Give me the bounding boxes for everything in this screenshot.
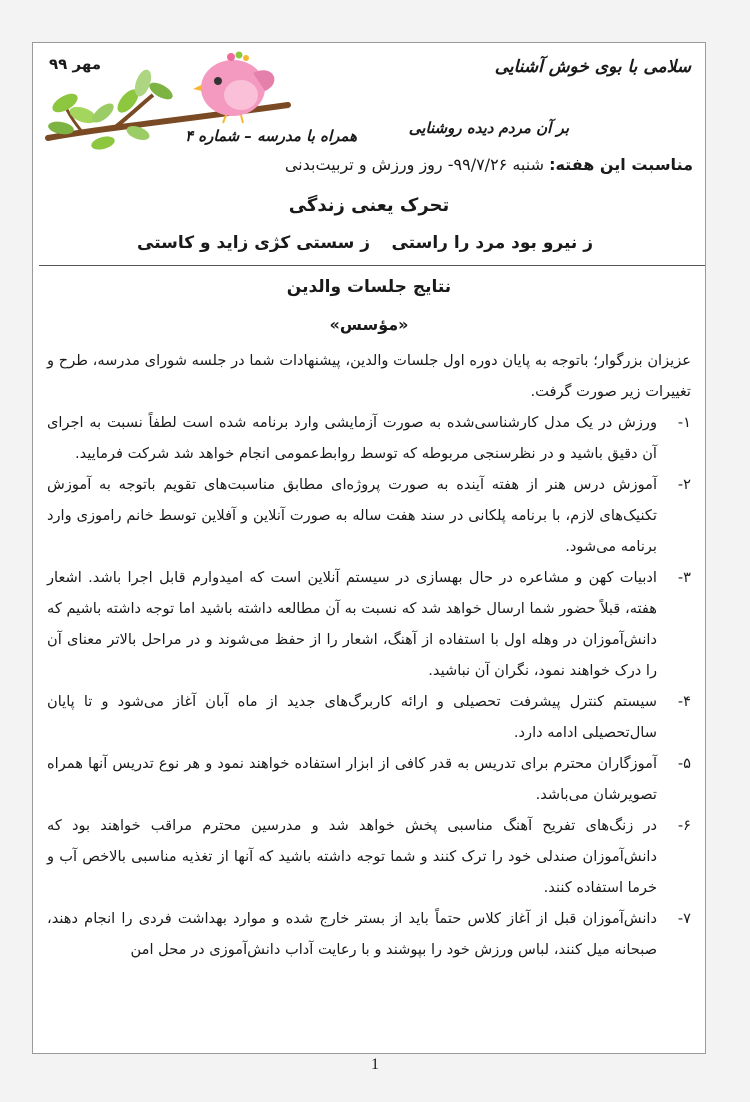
page-sheet [32, 42, 706, 1054]
item-number: ۴- [677, 693, 691, 710]
header-tagline: بر آن مردم دیده روشنایی [408, 119, 569, 137]
page-number: 1 [371, 1056, 379, 1073]
verse-right-hemistich: ز نیرو بود مرد را راستی [391, 233, 593, 253]
item-number: ۱- [677, 414, 691, 431]
list-item [47, 469, 691, 562]
occasion-value: شنبه ۹۹/۷/۲۶- روز ورزش و تربیت‌بدنی [284, 155, 544, 174]
item-text: در زنگ‌های تفریح آهنگ مناسبی پخش خواهد شد و مدرسین محترم مراقب خواهند بود که دانش‌آموزان صندلی خود را ترک کنند و شما توجه داشته باشید که آنها از تغذیه مناسبی بالاخص آب و خرما استفاده کنند. [47, 817, 657, 896]
item-text: آموزگاران محترم برای تدریس به قدر کافی از ابزار استفاده خواهند نمود و هر نوع تدریس آنها همراه تصویرشان می‌باشد. [47, 755, 657, 803]
item-number: ۶- [677, 817, 691, 834]
item-text: ادبیات کهن و مشاعره در حال بهسازی در سیستم آنلاین است که امیدوارم قابل اجرا باشد. اشعار هفته، قبلاً حضور شما ارسال خواهد شد که نسبت به آن مطالعه داشته باشید اما توجه داشته باشیم که دانش‌آموزان در وهله اول با استفاده از آهنگ، اشعار را از حفظ می‌شوند و در مراحل بالاتر معنای آن را درک خواهند نمود، نگران آن نباشید. [47, 569, 657, 679]
issue-number: همراه با مدرسه – شماره ۴ [185, 127, 357, 145]
list-item [47, 562, 691, 686]
occasion-label: مناسبت این هفته: [549, 155, 693, 174]
issue-date: مهر ۹۹ [49, 55, 102, 73]
header-ribbon-text: سلامی با بوی خوش آشنایی [494, 57, 691, 77]
list-item [47, 748, 691, 810]
intro-paragraph: عزیزان بزرگوار؛ باتوجه به پایان دوره اول جلسات والدین، پیشنهادات شما در جلسه شورای مدرسه، طرح و تغییرات زیر صورت گرفت. [47, 352, 691, 400]
item-number: ۲- [677, 476, 691, 493]
newsletter-header [33, 43, 705, 143]
verse-left-hemistich: ز سستی کژی زاید و کاستی [137, 233, 371, 253]
item-text: آموزش درس هنر از هفته آینده به صورت پروژه‌ای مطابق مناسبت‌های تقویم باتوجه به آموزش تکنیک‌های لازم، با برنامه پلکانی در سند هفت ساله به صورت آنلاین و آفلاین توسط خانم راموزی وارد برنامه می‌شود. [47, 476, 657, 555]
item-text: دانش‌آموزان قبل از آغاز کلاس حتماً باید از بستر خارج شده و موارد بهداشت فردی را انجام دهند، صبحانه میل کنند، لباس ورزش خود را بپوشند و با رعایت آداب دانش‌آموزی در محل امن [47, 910, 657, 958]
document-body [47, 345, 691, 965]
item-text: ورزش در یک مدل کارشناسی‌شده به صورت آزمایشی وارد برنامه شده است لطفاً نسبت به اجرای آن دقیق باشید و در نظرسنجی مربوطه که توسط روابط‌عمومی انجام خواهد شد شرکت فرمایید. [47, 414, 657, 462]
motto: تحرک یعنی زندگی [288, 195, 450, 216]
item-number: ۳- [677, 569, 691, 586]
list-item [47, 810, 691, 903]
document-title: نتایج جلسات والدین [286, 277, 452, 297]
divider [39, 265, 705, 266]
item-number: ۵- [677, 755, 691, 772]
list-item [47, 407, 691, 469]
item-number: ۷- [677, 910, 691, 927]
weekly-occasion [285, 155, 693, 174]
document-subtitle: «مؤسس» [329, 315, 409, 334]
list-item [47, 903, 691, 965]
list-item [47, 686, 691, 748]
item-text: سیستم کنترل پیشرفت تحصیلی و ارائه کاربرگ‌های جدید از ماه آبان آغاز می‌شود و تا پایان سال‌تحصیلی ادامه دارد. [47, 693, 657, 741]
